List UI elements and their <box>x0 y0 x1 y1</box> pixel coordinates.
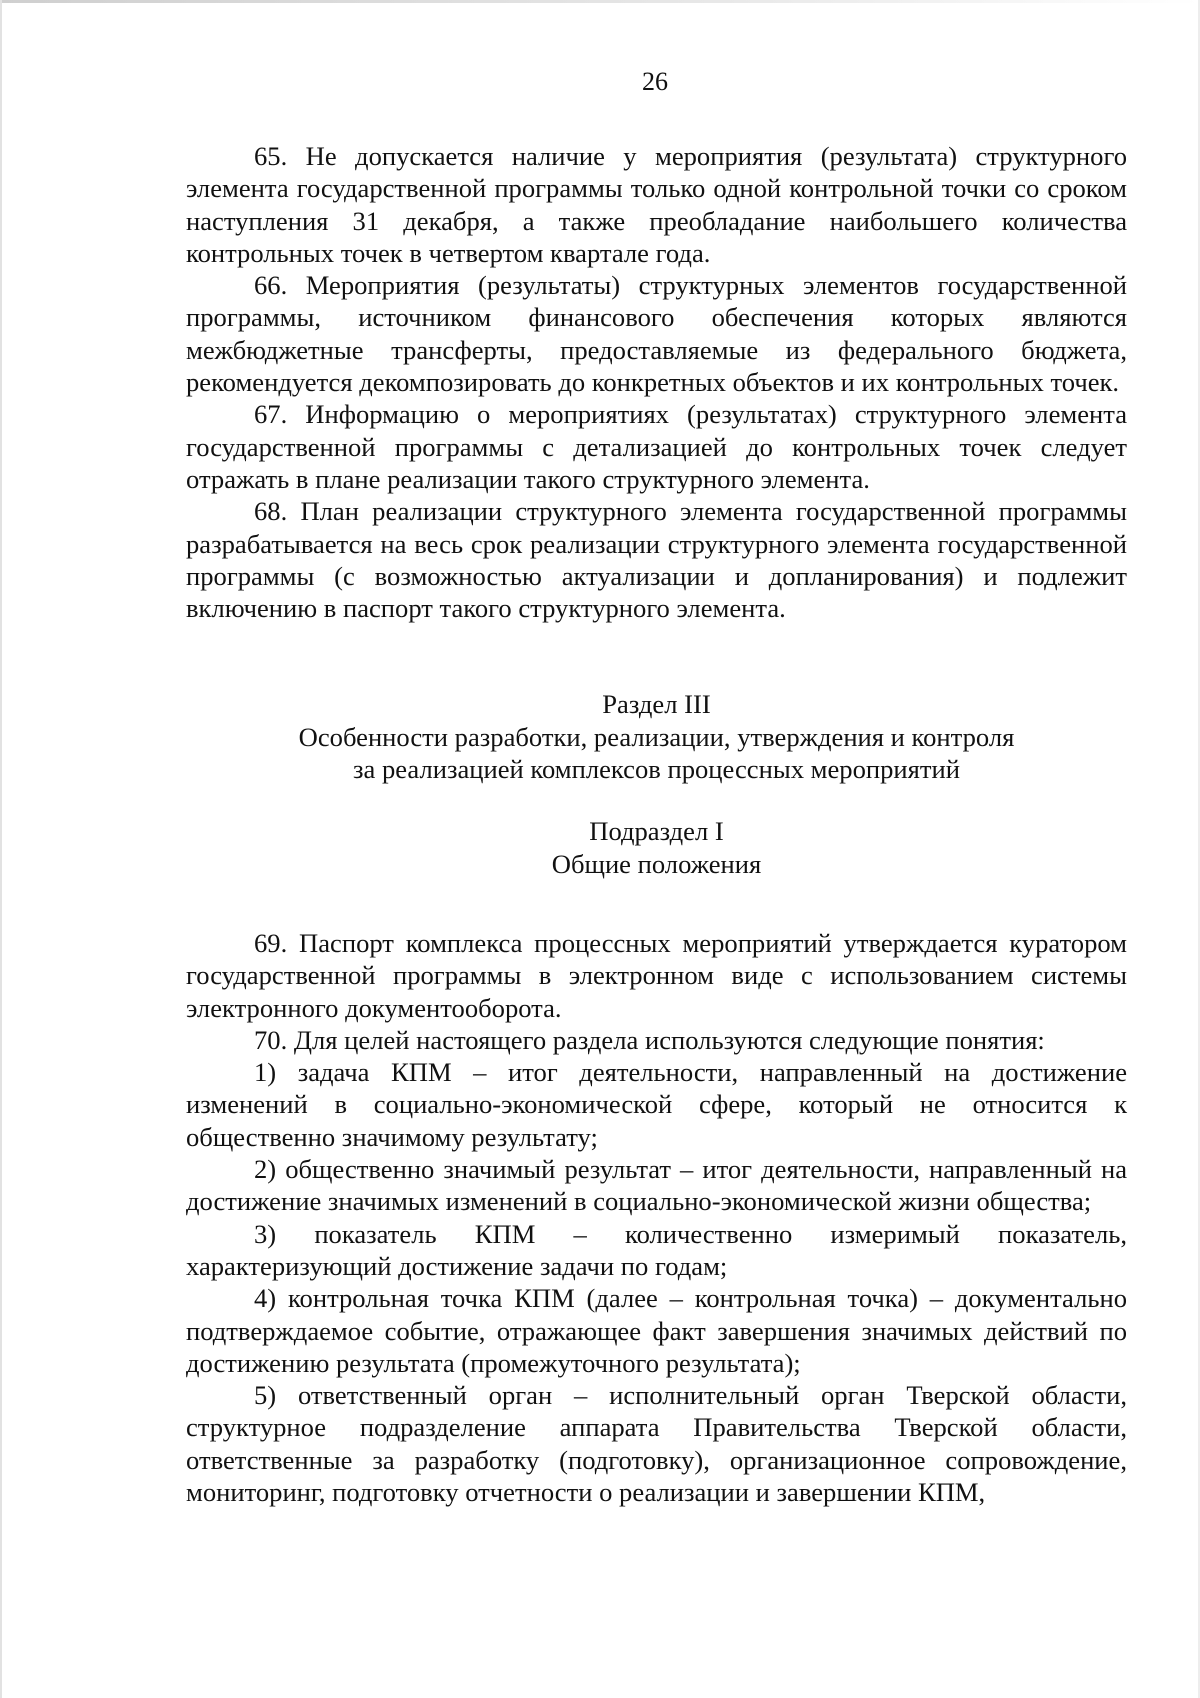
spacer <box>186 785 1127 815</box>
paragraph-70: 70. Для целей настоящего раздела используются следующие понятия: <box>254 1024 1045 1055</box>
paragraph-68: 68. План реализации структурного элемента государственной программы разрабатывается на весь срок реализации структурного элемента государственной программы (с возможностью актуализации и допланирования) и подлежит включению в паспорт такого структурного элемента. <box>186 496 1127 624</box>
definition-item-5: 5) ответственный орган – исполнительный орган Тверской области, структурное подразделение аппарата Правительства Тверской области, ответственные за разработку (подготовку), организационное сопровождение, мониторинг, подготовку отчетности о реализации и завершении КПМ, <box>186 1380 1127 1507</box>
paragraph-66: 66. Мероприятия (результаты) структурных элементов государственной программы, источником финансового обеспечения которых являются межбюджетные трансферты, предоставляемые из федерального бюджета, рекомендуется декомпозировать до конкретных объектов и их контрольных точек. <box>186 270 1127 398</box>
definition-item-3: 3) показатель КПМ – количественно измеримый показатель, характеризующий достижение задачи по годам; <box>186 1218 1127 1281</box>
definition-item-4: 4) контрольная точка КПМ (далее – контрольная точка) – документально подтверждаемое событие, отражающее факт завершения значимых действий по достижению результата (промежуточного результата); <box>186 1283 1127 1378</box>
spacer <box>186 624 1127 688</box>
subsection-label: Подраздел I <box>589 816 724 847</box>
page-number: 26 <box>642 67 668 96</box>
definition-item-1: 1) задача КПМ – итог деятельности, направленный на достижение изменений в социально-экономической сфере, который не относится к общественно значимому результату; <box>186 1057 1127 1152</box>
scan-edge-top <box>0 0 1200 3</box>
section-title-line-2: за реализацией комплексов процессных мероприятий <box>353 754 960 785</box>
paragraph-69: 69. Паспорт комплекса процессных мероприятий утверждается куратором государственной программы в электронном виде с использованием системы электронного документооборота. <box>186 927 1127 1023</box>
section-label: Раздел III <box>602 689 711 720</box>
scan-edge-left <box>0 0 2 1698</box>
paragraph-65: 65. Не допускается наличие у мероприятия (результата) структурного элемента государственной программы только одной контрольной точки со сроком наступления 31 декабря, а также преобладание наибольшего количества контрольных точек в четвертом квартале года. <box>186 141 1127 268</box>
subsection-title: Общие положения <box>551 848 762 879</box>
definition-item-2: 2) общественно значимый результат – итог деятельности, направленный на достижение значимых изменений в социально-экономической жизни общества; <box>186 1154 1127 1217</box>
document-body <box>186 140 1127 1508</box>
spacer <box>186 880 1127 927</box>
section-title-line-1: Особенности разработки, реализации, утверждения и контроля <box>298 721 1015 752</box>
paragraph-67: 67. Информацию о мероприятиях (результатах) структурного элемента государственной программы с детализацией до контрольных точек следует отражать в плане реализации такого структурного элемента. <box>186 399 1127 494</box>
